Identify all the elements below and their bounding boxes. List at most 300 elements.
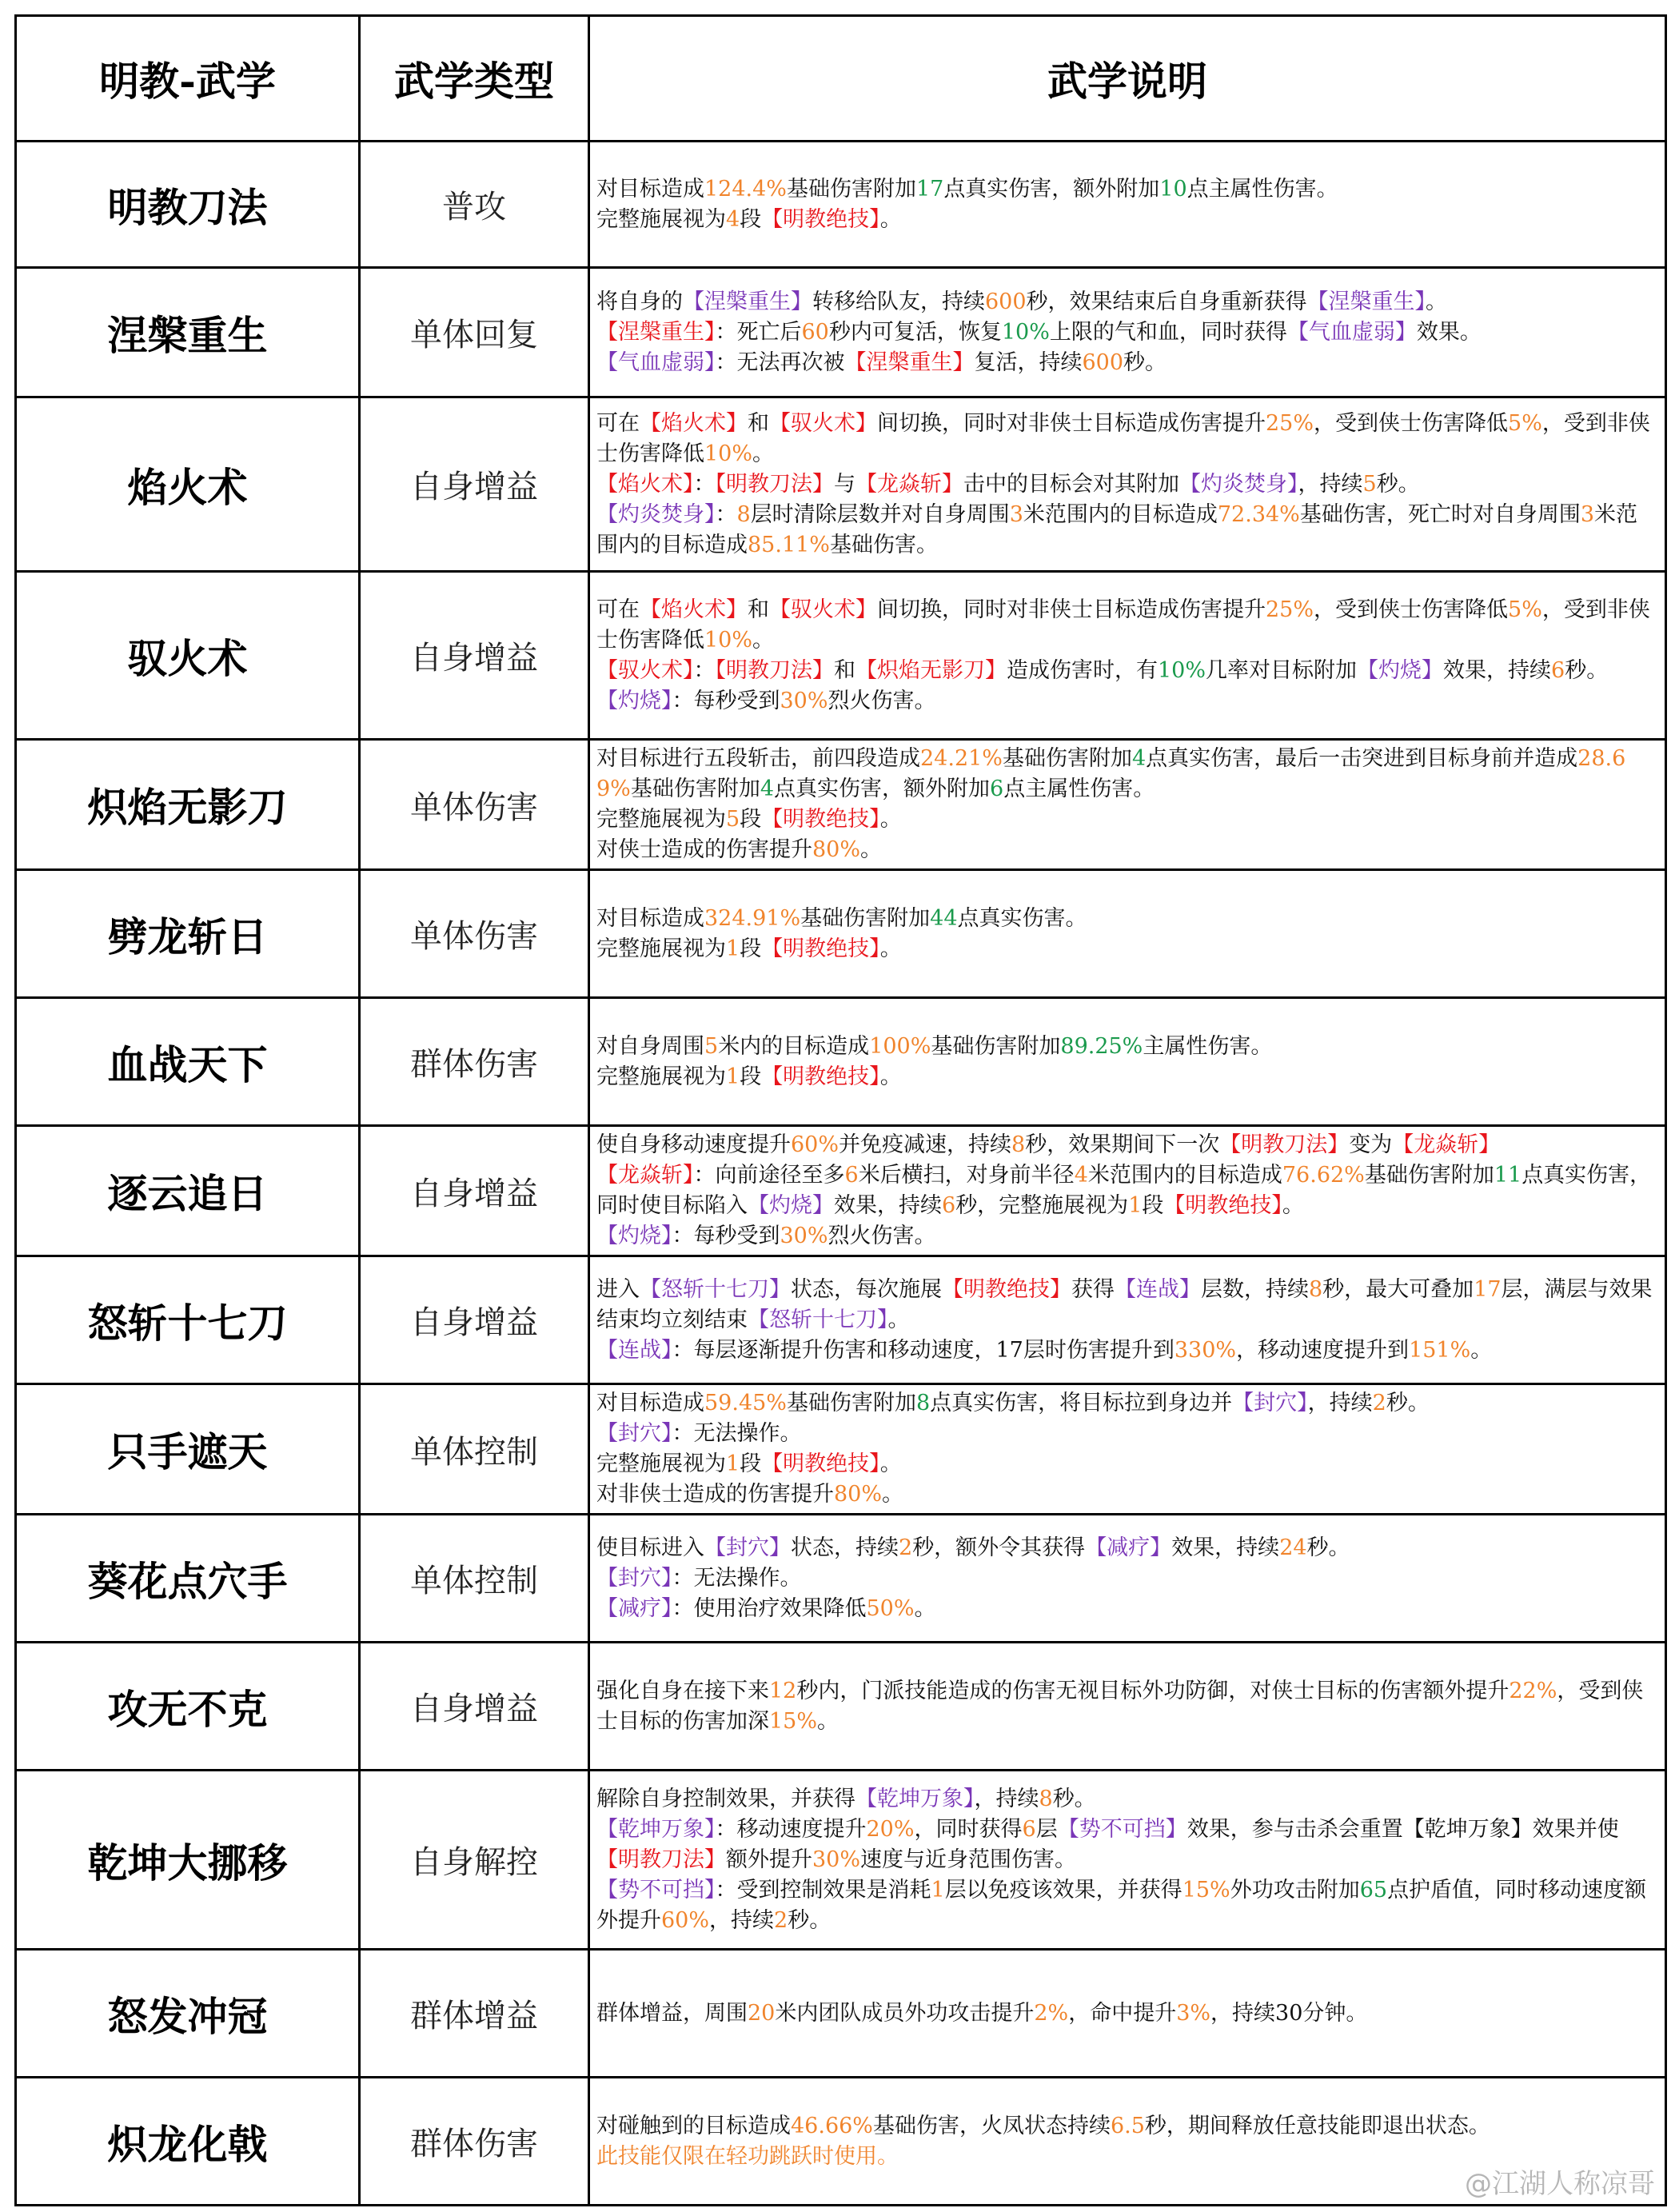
skill-description (589, 268, 1666, 397)
highlight-text: 10% (704, 627, 753, 653)
highlight-text: 【龙焱斩】 (855, 471, 963, 497)
skill-name: 葵花点穴手 (16, 1515, 360, 1643)
highlight-text: 30% (780, 1224, 828, 1248)
highlight-text: 【明教刀法】 (1219, 1132, 1350, 1157)
highlight-text: 100% (869, 1033, 931, 1059)
description-line (596, 1130, 1658, 1160)
header-name: 明教-武学 (16, 16, 360, 142)
highlight-text: 【驭火术】 (596, 657, 694, 683)
description-line (596, 1784, 1658, 1815)
description-text: 间切换，同时对非侠士目标造成伤害提升 (877, 597, 1266, 622)
description-text: 完整施展视为 (596, 1451, 726, 1476)
skill-name: 明教刀法 (16, 142, 360, 268)
description-text: 基础伤害附加 (1002, 746, 1132, 771)
highlight-text: 2 (1372, 1391, 1386, 1415)
highlight-text: 10% (704, 441, 753, 466)
highlight-text: 【明教绝技】 (942, 1276, 1071, 1302)
skill-name: 劈龙斩日 (16, 870, 360, 998)
description-text: ：受到控制效果是消耗 (715, 1877, 931, 1903)
description-text: ，同时获得 (914, 1816, 1023, 1842)
skill-type: 群体伤害 (360, 998, 589, 1126)
description-text: 点护盾值，同时移动速度额外提升 (596, 1877, 1647, 1933)
description-text: 和 (748, 410, 769, 436)
table-row (16, 1256, 1666, 1384)
highlight-text: 1 (1128, 1193, 1143, 1218)
table-row (16, 1515, 1666, 1643)
skill-type: 自身增益 (360, 1256, 589, 1384)
description-text: ：每层逐渐提升伤害和移动速度，17层时伤害提升到 (672, 1337, 1175, 1363)
description-text: 对非侠士造成的伤害提升 (596, 1482, 834, 1507)
description-text: 。 (1282, 1193, 1304, 1218)
description-text: ，持续30分钟。 (1210, 2000, 1368, 2026)
description-text: 进入 (596, 1276, 640, 1302)
highlight-text: 8 (1309, 1276, 1323, 1302)
highlight-text: 【怒斩十七刀】 (640, 1276, 791, 1302)
description-text: 。 (860, 837, 883, 862)
skill-type: 自身增益 (360, 1643, 589, 1771)
description-text: 使自身移动速度提升 (596, 1132, 791, 1157)
highlight-text: 【涅槃重生】 (596, 319, 716, 345)
description-text: ：无法操作。 (672, 1565, 802, 1591)
description-text: 效果，持续 (834, 1193, 942, 1218)
description-text: 基础伤害，火凤状态持续 (872, 2113, 1111, 2138)
highlight-text: 4 (726, 206, 740, 232)
highlight-text: 【连战】 (1115, 1276, 1201, 1302)
highlight-text: 【驭火术】 (769, 597, 877, 622)
description-text: 段 (1142, 1193, 1164, 1218)
description-text: 层数，持续 (1201, 1276, 1309, 1302)
highlight-text: 【封穴】 (1232, 1391, 1308, 1415)
description-text: ： (715, 501, 737, 527)
description-text: 状态，持续 (791, 1535, 899, 1560)
highlight-text: 22% (1509, 1678, 1557, 1703)
highlight-text: 600 (1082, 349, 1124, 375)
highlight-text: 【明教绝技】 (1163, 1193, 1282, 1218)
description-text: ，命中提升 (1068, 2000, 1177, 2026)
description-line (596, 287, 1658, 317)
description-text: 效果。 (1416, 319, 1482, 345)
highlight-text: 1 (726, 1451, 740, 1476)
description-text: 完整施展视为 (596, 206, 726, 232)
skill-description (589, 1643, 1666, 1771)
highlight-text: 【龙焱斩】 (596, 1163, 694, 1188)
description-line (596, 686, 1658, 717)
table-row (16, 1643, 1666, 1771)
description-text: 使目标进入 (596, 1535, 704, 1560)
skill-type: 自身增益 (360, 572, 589, 740)
highlight-text: 324.91% (704, 905, 801, 931)
description-text: 对目标进行五段斩击，前四段造成 (596, 746, 920, 771)
description-text: 强化自身在接下来 (596, 1678, 769, 1703)
description-text: 获得 (1071, 1276, 1115, 1302)
highlight-text: 【明教刀法】 (715, 471, 834, 497)
description-text: 对侠士造成的伤害提升 (596, 837, 812, 862)
description-text: 段 (740, 807, 762, 832)
highlight-text: 3% (1176, 2000, 1211, 2026)
table-row (16, 1384, 1666, 1515)
table-body (16, 142, 1666, 2206)
description-text: 层时清除层数并对自身周围 (750, 501, 1010, 527)
description-text: ，受到侠士伤害降低 (1314, 597, 1509, 622)
description-line (596, 1998, 1658, 2029)
highlight-text: 15% (1182, 1877, 1230, 1903)
description-text: 基础伤害附加 (630, 777, 760, 801)
description-text: 群体增益，周围 (596, 2000, 748, 2026)
description-text: 和 (748, 597, 769, 622)
description-text: 。 (1426, 289, 1448, 314)
skill-type: 单体伤害 (360, 870, 589, 998)
description-text: 效果，持续 (1171, 1535, 1280, 1560)
highlight-text: 【驭火术】 (769, 410, 877, 436)
description-text: 秒。 (788, 1907, 832, 1933)
description-text: 对自身周围 (596, 1033, 704, 1059)
description-text: 转移给队友，持续 (812, 289, 985, 314)
highlight-text: 17 (1474, 1276, 1502, 1302)
highlight-text: 600 (985, 289, 1027, 314)
highlight-text: 【焰火术】 (640, 597, 748, 622)
highlight-text: 4 (1074, 1163, 1088, 1188)
description-line (596, 1815, 1658, 1875)
description-text: ，受到侠士目标的伤害加深 (596, 1678, 1644, 1734)
description-line (596, 205, 1658, 235)
highlight-text: 【封穴】 (704, 1535, 791, 1560)
highlight-text: 65 (1359, 1877, 1388, 1903)
description-text: 点真实伤害，同时使目标陷入 (596, 1163, 1652, 1218)
description-text: 。 (879, 807, 902, 832)
description-text: 可在 (596, 597, 640, 622)
highlight-text: 20% (866, 1816, 915, 1842)
description-text: 秒内，门派技能造成的伤害无视目标外功防御，对侠士目标的伤害额外提升 (796, 1678, 1510, 1703)
highlight-text: 【封穴】 (596, 1421, 672, 1446)
description-text: 秒，效果结束后自身重新获得 (1026, 289, 1307, 314)
description-text: ，受到侠士伤害降低 (1314, 410, 1509, 436)
description-text: 层以免疫该效果，并获得 (944, 1877, 1182, 1903)
highlight-text: 【减疗】 (596, 1595, 672, 1621)
highlight-text: 8 (736, 501, 751, 527)
skill-description (589, 740, 1666, 870)
description-text: 基础伤害附加 (786, 176, 916, 202)
highlight-text: 8 (1039, 1786, 1053, 1811)
highlight-text: 80% (812, 837, 861, 862)
description-line (596, 1032, 1658, 1062)
skill-name: 乾坤大挪移 (16, 1771, 360, 1950)
highlight-text: 330% (1174, 1337, 1237, 1363)
description-line (596, 1419, 1658, 1449)
highlight-text: 4 (1131, 746, 1147, 771)
description-text: 造成伤害时，有 (1007, 657, 1158, 683)
description-text: 。 (879, 206, 902, 232)
description-text: 对碰触到的目标造成 (596, 2113, 791, 2138)
highlight-text: 【明教绝技】 (761, 1064, 880, 1089)
skill-description (589, 998, 1666, 1126)
table-row (16, 572, 1666, 740)
highlight-text: 10% (1158, 657, 1206, 683)
description-line (596, 409, 1658, 469)
description-text: 效果，参与击杀会重置【乾坤万象】效果并使 (1186, 1816, 1619, 1842)
description-text: 与 (834, 471, 855, 497)
highlight-text: 【减疗】 (1085, 1535, 1172, 1560)
description-line (596, 934, 1658, 964)
highlight-text: 12 (769, 1678, 797, 1703)
highlight-text: 2% (1034, 2000, 1069, 2026)
description-line (596, 1676, 1658, 1737)
description-line (596, 805, 1658, 835)
highlight-text: 【涅槃重生】 (844, 349, 975, 375)
highlight-text: 【焰火术】 (640, 410, 748, 436)
description-text: 段 (740, 1451, 762, 1476)
highlight-text: 76.62% (1282, 1163, 1365, 1188)
highlight-text: 8 (1011, 1132, 1026, 1157)
description-text: 米范围内的目标造成 (596, 501, 1638, 557)
highlight-text: 1 (726, 1064, 740, 1089)
description-text: ：每秒受到 (672, 1224, 780, 1248)
highlight-text: 11 (1494, 1163, 1522, 1188)
description-text: 状态，每次施展 (791, 1276, 942, 1302)
description-text: 秒。 (1052, 1786, 1096, 1811)
description-text: ：每秒受到 (672, 688, 780, 713)
highlight-text: 【怒斩十七刀】 (748, 1307, 888, 1332)
skill-name: 驭火术 (16, 572, 360, 740)
skill-type: 单体控制 (360, 1384, 589, 1515)
description-text: 额外提升 (726, 1847, 812, 1872)
highlight-text: 6 (1022, 1816, 1036, 1842)
highlight-text: 【龙焱斩】 (1392, 1132, 1501, 1157)
description-text: 米范围内的目标造成 (1087, 1163, 1282, 1188)
description-text: 效果，持续 (1443, 657, 1552, 683)
description-text: 。 (752, 441, 775, 466)
highlight-text: 【气血虚弱】 (1286, 319, 1417, 345)
skill-description (589, 1771, 1666, 1950)
description-text: ，移动速度提升到 (1236, 1337, 1410, 1363)
description-text: 段 (740, 1064, 762, 1089)
description-text: 。 (817, 1708, 840, 1734)
description-text: 层，满层与效果结束均立刻结束 (596, 1276, 1653, 1332)
highlight-text: 72.34% (1217, 501, 1300, 527)
skill-description (589, 1384, 1666, 1515)
description-text: 。 (752, 627, 775, 653)
highlight-text: 10 (1159, 176, 1187, 202)
description-text: 点真实伤害。 (957, 905, 1087, 931)
highlight-text: 30% (812, 1847, 861, 1872)
highlight-text: 5% (1508, 597, 1542, 622)
description-line (596, 656, 1658, 686)
description-text: ，持续 (1298, 471, 1363, 497)
description-text: 秒。 (1123, 349, 1167, 375)
description-text: 烈火伤害。 (828, 688, 936, 713)
description-line (596, 174, 1658, 205)
highlight-text: 25% (1266, 410, 1314, 436)
highlight-text: 85.11% (748, 532, 830, 557)
description-text: ：使用治疗效果降低 (672, 1595, 867, 1621)
highlight-text: 【涅槃重生】 (683, 289, 812, 314)
highlight-text: 46.66% (791, 2113, 873, 2138)
description-line (596, 348, 1658, 378)
highlight-text: 2 (774, 1907, 788, 1933)
description-text: 并免疫减速，持续 (839, 1132, 1012, 1157)
description-text: 秒，最大可叠加 (1322, 1276, 1474, 1302)
description-line (596, 595, 1658, 656)
skill-name: 怒斩十七刀 (16, 1256, 360, 1384)
table-row (16, 740, 1666, 870)
description-text: 几率对目标附加 (1206, 657, 1358, 683)
highlight-text: 【灼烧】 (596, 1224, 672, 1248)
table-row (16, 998, 1666, 1126)
skill-type: 单体回复 (360, 268, 589, 397)
description-text: 基础伤害附加 (800, 905, 931, 931)
highlight-text: 【涅槃重生】 (1306, 289, 1426, 314)
description-text: 和 (834, 657, 855, 683)
description-text: 段 (740, 936, 762, 961)
skill-type: 群体增益 (360, 1950, 589, 2078)
description-line (596, 1275, 1658, 1336)
description-text: 将自身的 (596, 289, 683, 314)
table-row (16, 397, 1666, 572)
description-text: 秒。 (1306, 1535, 1350, 1560)
highlight-text: 24.21% (920, 746, 1003, 771)
highlight-text: 【明教刀法】 (715, 657, 834, 683)
highlight-text: 5% (1508, 410, 1542, 436)
highlight-text: 6 (942, 1193, 956, 1218)
skill-name: 焰火术 (16, 397, 360, 572)
description-text: ：移动速度提升 (715, 1816, 867, 1842)
skill-description (589, 1515, 1666, 1643)
description-text: 段 (740, 206, 762, 232)
table-row (16, 870, 1666, 998)
skill-type: 群体伤害 (360, 2078, 589, 2206)
skill-type: 单体伤害 (360, 740, 589, 870)
description-text: 主属性伤害。 (1143, 1033, 1273, 1059)
table-row (16, 1950, 1666, 2078)
table-row (16, 2078, 1666, 2206)
skill-description (589, 1256, 1666, 1384)
highlight-text: 60 (801, 319, 829, 345)
highlight-text: 1 (726, 936, 740, 961)
description-text: 点真实伤害，最后一击突进到目标身前并造成 (1146, 746, 1578, 771)
description-text: ，受到非侠士伤害降低 (596, 597, 1650, 653)
highlight-text: 【势不可挡】 (596, 1877, 716, 1903)
description-text: ：无法再次被 (715, 349, 845, 375)
highlight-text: 10% (1001, 319, 1050, 345)
description-line (596, 1875, 1658, 1936)
highlight-text: 24 (1279, 1535, 1307, 1560)
description-text: 基础伤害，死亡时对自身周围 (1299, 501, 1581, 527)
description-text: 秒。 (1565, 657, 1609, 683)
highlight-text: 25% (1266, 597, 1314, 622)
description-text: 对目标造成 (596, 176, 704, 202)
skill-type: 自身解控 (360, 1771, 589, 1950)
highlight-text: 【连战】 (596, 1337, 672, 1363)
description-text: 对目标造成 (596, 1391, 704, 1415)
skills-table (14, 14, 1667, 2206)
description-text: 击中的目标会对其附加 (963, 471, 1179, 497)
description-line (596, 1594, 1658, 1624)
description-line (596, 1336, 1658, 1366)
table-row (16, 268, 1666, 397)
highlight-text: 【明教刀法】 (596, 1847, 726, 1872)
description-line (596, 469, 1658, 500)
description-text: 解除自身控制效果，并获得 (596, 1786, 855, 1811)
header-desc: 武学说明 (589, 16, 1666, 142)
description-text: 。 (887, 1307, 910, 1332)
highlight-text: 3 (1009, 501, 1023, 527)
highlight-text: 151% (1409, 1337, 1471, 1363)
description-text: 点真实伤害，将目标拉到身边并 (930, 1391, 1233, 1415)
description-text: 。 (879, 1064, 902, 1089)
skill-name: 炽焰无影刀 (16, 740, 360, 870)
highlight-text: 【灼炎焚身】 (596, 501, 716, 527)
highlight-text: 5 (704, 1033, 719, 1059)
highlight-text: 1 (931, 1877, 945, 1903)
description-text: 点主属性伤害。 (1186, 176, 1338, 202)
description-text: 速度与近身范围伤害。 (860, 1847, 1077, 1872)
highlight-text: 6 (990, 777, 1004, 801)
description-text: 变为 (1349, 1132, 1393, 1157)
description-text: 可在 (596, 410, 640, 436)
description-text: ，持续 (1307, 1391, 1373, 1415)
description-text: ：向前途径至多 (693, 1163, 845, 1188)
highlight-text: 【气血虚弱】 (596, 349, 716, 375)
highlight-text: 59.45% (704, 1391, 787, 1415)
highlight-text: 【明教绝技】 (761, 936, 880, 961)
description-text: 点真实伤害，额外附加 (943, 176, 1160, 202)
description-text: 完整施展视为 (596, 1064, 726, 1089)
description-line (596, 1533, 1658, 1563)
description-text: ：死亡后 (715, 319, 802, 345)
description-text: 秒，期间释放任意技能即退出状态。 (1144, 2113, 1490, 2138)
highlight-text: 30% (780, 688, 828, 713)
header-type: 武学类型 (360, 16, 589, 142)
highlight-text: 15% (769, 1708, 818, 1734)
skill-type: 自身增益 (360, 397, 589, 572)
highlight-text: 【灼烧】 (1357, 657, 1444, 683)
highlight-text: 【明教绝技】 (761, 807, 880, 832)
highlight-text: 5 (726, 807, 740, 832)
description-text: 基础伤害附加 (786, 1391, 916, 1415)
highlight-text: 89.25% (1060, 1033, 1143, 1059)
highlight-text: 6 (844, 1163, 859, 1188)
description-text: 对目标造成 (596, 905, 704, 931)
skill-type: 单体控制 (360, 1515, 589, 1643)
table-row (16, 1771, 1666, 1950)
description-text: 秒。 (1386, 1391, 1430, 1415)
skill-name: 炽龙化戟 (16, 2078, 360, 2206)
highlight-text: 124.4% (704, 176, 787, 202)
description-text: 秒，完整施展视为 (955, 1193, 1129, 1218)
highlight-text: 20 (748, 2000, 776, 2026)
skill-name: 涅槃重生 (16, 268, 360, 397)
description-text: 米后横扫，对身前半径 (858, 1163, 1075, 1188)
skill-name: 只手遮天 (16, 1384, 360, 1515)
description-text: 米内团队成员外功攻击提升 (775, 2000, 1035, 2026)
description-text: 米范围内的目标造成 (1023, 501, 1218, 527)
highlight-text: 【势不可挡】 (1057, 1816, 1187, 1842)
description-line (596, 2111, 1658, 2142)
description-line (596, 904, 1658, 934)
highlight-text: 【明教绝技】 (761, 206, 880, 232)
skill-name: 攻无不克 (16, 1643, 360, 1771)
description-text: 点真实伤害，额外附加 (774, 777, 991, 801)
highlight-text: 50% (866, 1595, 915, 1621)
description-text: 。 (879, 1451, 902, 1476)
highlight-text: 4 (760, 777, 775, 801)
description-text: 秒。 (1376, 471, 1420, 497)
highlight-text: 2 (899, 1535, 913, 1560)
skill-description (589, 142, 1666, 268)
highlight-text: 【灼炎焚身】 (1179, 471, 1298, 497)
description-line (596, 744, 1658, 805)
highlight-text: 6 (1551, 657, 1565, 683)
description-text: ： (693, 657, 716, 683)
